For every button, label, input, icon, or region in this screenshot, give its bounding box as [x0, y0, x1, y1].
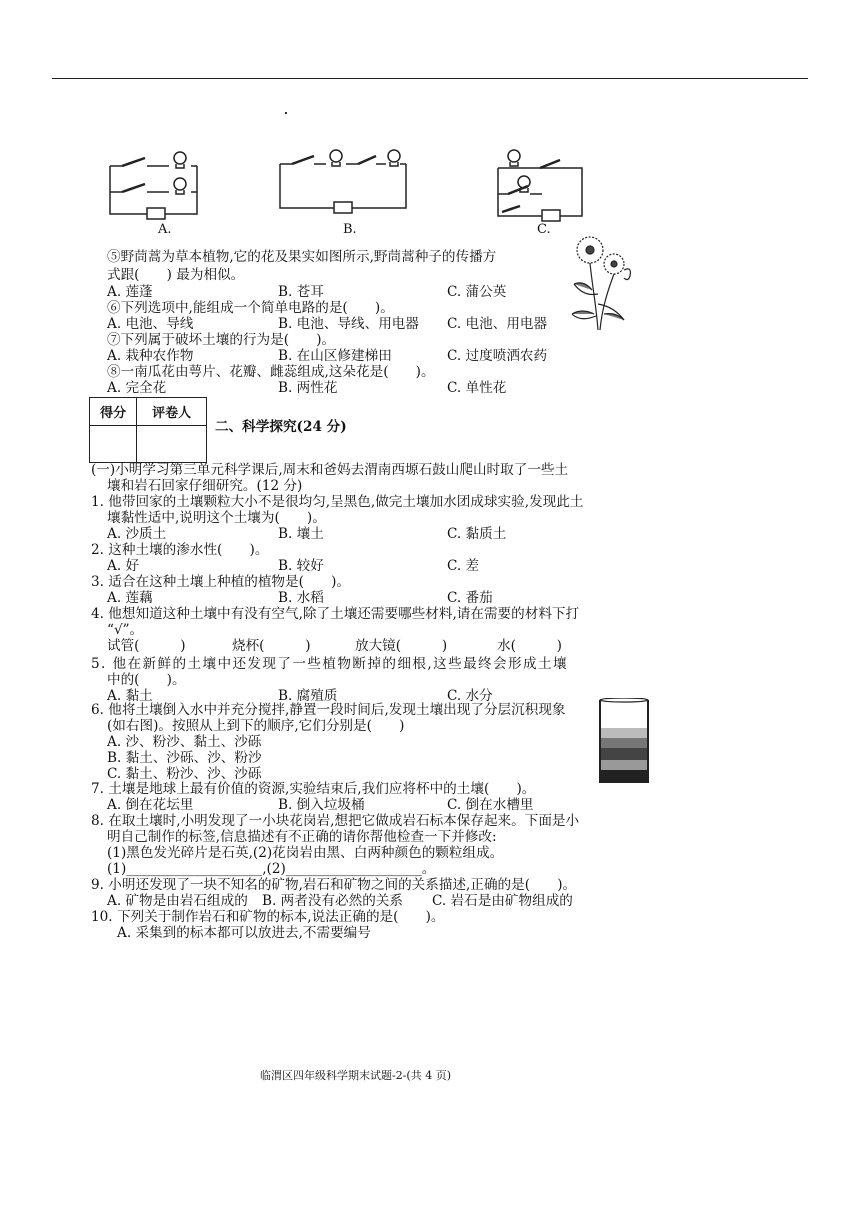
q6-option-c: C. 电池、用电器 — [447, 316, 548, 332]
s2-option-a: A. 好 — [107, 558, 140, 574]
s8-line3: (1)黑色发光碎片是石英,(2)花岗岩由黑、白两种颜色的颗粒组成。 — [107, 845, 504, 861]
q6-option-b: B. 电池、导线、用电器 — [278, 316, 419, 332]
intro-line1: (一)小明学习第三单元科学课后,周末和爸妈去渭南西塬石鼓山爬山时取了一些土 — [91, 462, 569, 478]
s6-option-c: C. 黏土、粉沙、沙、沙砾 — [107, 766, 262, 782]
s4-material-test-tube: 试管( ) — [107, 638, 186, 654]
s1-line1: 1. 他带回家的土壤颗粒大小不是很均匀,呈黑色,做完土壤加水团成球实验,发现此土 — [91, 494, 584, 510]
s1-option-a: A. 沙质土 — [107, 526, 167, 542]
s9-option-c: C. 岩石是由矿物组成的 — [432, 893, 573, 909]
q6-option-a: A. 电池、导线 — [107, 316, 194, 332]
q5-stem-line2: 式跟( ) 最为相似。 — [107, 267, 245, 283]
circuit-diagram-b — [278, 144, 410, 214]
figure-label-b: B. — [343, 222, 357, 237]
s8-line1: 8. 在取土壤时,小明发现了一小块花岗岩,想把它做成岩石标本保存起来。下面是小 — [91, 813, 580, 829]
q8-stem: ⑧一南瓜花由萼片、花瓣、雌蕊组成,这朵花是( )。 — [107, 364, 435, 380]
s9-option-b: B. 两者没有必然的关系 — [262, 893, 403, 909]
score-box — [89, 397, 207, 463]
s2-option-b: B. 较好 — [278, 558, 324, 574]
s8-answer-line: (1)____________________,(2)____________________。 — [107, 861, 436, 877]
s8-line2: 明自己制作的标签,信息描述有不正确的请你帮他检查一下并修改: — [107, 829, 497, 845]
s7-option-c: C. 倒在水槽里 — [447, 797, 534, 813]
s9-stem: 9. 小明还发现了一块不知名的矿物,岩石和矿物之间的关系描述,正确的是( )。 — [91, 877, 577, 893]
s3-option-b: B. 水稻 — [278, 590, 324, 606]
page-footer: 临渭区四年级科学期末试题-2-(共 4 页) — [260, 1069, 452, 1082]
s2-stem: 2. 这种土壤的渗水性( )。 — [91, 542, 269, 558]
s5-option-b: B. 腐殖质 — [278, 688, 338, 704]
q8-option-a: A. 完全花 — [107, 380, 167, 396]
s7-option-b: B. 倒入垃圾桶 — [278, 797, 365, 813]
figure-label-c: C. — [537, 222, 551, 237]
q5-stem-line1: ⑤野茼蒿为草本植物,它的花及果实如图所示,野茼蒿种子的传播方 — [107, 249, 497, 265]
q7-option-a: A. 栽种农作物 — [107, 348, 194, 364]
s6-option-b: B. 黏土、沙砾、沙、粉沙 — [107, 750, 262, 766]
reviewer-cell — [137, 426, 207, 463]
s3-option-c: C. 番茄 — [447, 590, 493, 606]
s10-option-a: A. 采集到的标本都可以放进去,不需要编号 — [117, 925, 371, 941]
q8-option-b: B. 两性花 — [278, 380, 338, 396]
s3-option-a: A. 莲藕 — [107, 590, 153, 606]
s6-line1: 6. 他将土壤倒入水中并充分搅拌,静置一段时间后,发现土壤出现了分层沉积现象 — [91, 702, 566, 718]
s10-stem: 10. 下列关于制作岩石和矿物的标本,说法正确的是( )。 — [91, 909, 445, 925]
s1-option-b: B. 壤土 — [278, 526, 324, 542]
s3-stem: 3. 适合在这种土壤上种植的植物是( )。 — [91, 574, 350, 590]
s6-line2: (如右图)。按照从上到下的顺序,它们分别是( ) — [107, 718, 405, 734]
section-title: 二、科学探究(24 分) — [215, 419, 347, 435]
s5-option-a: A. 黏土 — [107, 688, 153, 704]
s7-stem: 7. 土壤是地球上最有价值的资源,实验结束后,我们应将杯中的土壤( )。 — [91, 781, 536, 797]
q5-option-b: B. 苍耳 — [278, 284, 324, 300]
q8-option-c: C. 单性花 — [447, 380, 507, 396]
speck — [285, 112, 287, 114]
s4-material-beaker: 烧杯( ) — [232, 638, 311, 654]
score-header: 得分 — [90, 398, 137, 426]
s4-material-water: 水( ) — [497, 638, 562, 654]
intro-line2: 壤和岩石回家仔细研究。(12 分) — [107, 478, 303, 494]
s4-material-magnifier: 放大镜( ) — [355, 638, 448, 654]
s6-option-a: A. 沙、粉沙、黏土、沙砾 — [107, 734, 262, 750]
circuit-diagram-c — [494, 144, 586, 224]
s2-option-c: C. 差 — [447, 558, 480, 574]
s1-line2: 壤黏性适中,说明这个土壤为( )。 — [107, 510, 326, 526]
reviewer-header: 评卷人 — [137, 398, 207, 426]
s5-line2: 中的( )。 — [107, 672, 186, 688]
q7-option-b: B. 在山区修建梯田 — [278, 348, 392, 364]
s1-option-c: C. 黏质土 — [447, 526, 507, 542]
s4-line2: “√”。 — [107, 622, 144, 638]
q6-stem: ⑥下列选项中,能组成一个简单电路的是( )。 — [107, 300, 394, 316]
figure-label-a: A. — [158, 222, 172, 237]
s4-line1: 4. 他想知道这种土壤中有没有空气,除了土壤还需要哪些材料,请在需要的材料下打 — [91, 606, 580, 622]
s7-option-a: A. 倒在花坛里 — [107, 797, 194, 813]
q7-option-c: C. 过度喷洒农药 — [447, 348, 548, 364]
s5-option-c: C. 水分 — [447, 688, 493, 704]
header-rule — [52, 78, 808, 79]
s5-line1: 5. 他在新鲜的土壤中还发现了一些植物断掉的细根,这些最终会形成土壤 — [91, 656, 569, 672]
sediment-beaker-illustration — [596, 698, 652, 786]
q5-option-a: A. 莲蓬 — [107, 284, 153, 300]
circuit-diagram-a — [107, 144, 207, 224]
s9-option-a: A. 矿物是由岩石组成的 — [107, 893, 248, 909]
q5-option-c: C. 蒲公英 — [447, 284, 507, 300]
q7-stem: ⑦下列属于破坏土壤的行为是( )。 — [107, 332, 336, 348]
score-cell — [90, 426, 137, 463]
flower-illustration — [568, 234, 638, 334]
